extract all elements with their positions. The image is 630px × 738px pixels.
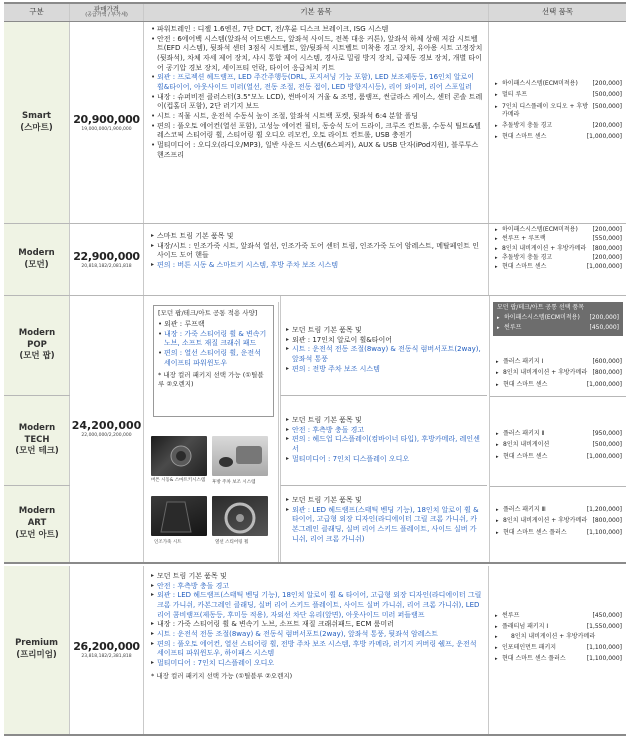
heated-wheel-image [212, 496, 268, 536]
trim-name-modern [4, 224, 70, 295]
option-item: ▸ 플러스 패키지 Ⅰ [600,000] [496, 358, 622, 366]
color-package-note: * 내장 컬러 패키지 선택 가능 (①틸블루 ②오렌지) [158, 371, 264, 389]
trim-row-smart [4, 22, 626, 224]
feature-item: ▸ 내장/시트 : 인조가죽 시트, 앞좌석 열선, 인조가죽 도어 센터 트림, 인조가죽 도어 암레스트, 메탈페인트 인사이드 도어 핸들 [151, 242, 483, 261]
image-caption: 열선 스티어링 휠 [215, 540, 249, 545]
trim-name-ko: (모던) [24, 259, 49, 270]
option-item: ▸ 8인치 내비게이션 + 후방카메라 [800,000] [496, 369, 622, 377]
price-value: 22,900,000 [73, 249, 140, 263]
feature-item: ▸ 편의 : 헤드업 디스플레이(컴바이너 타입), 후방카메라, 레인센서 [286, 435, 482, 454]
feature-item: • 안전 : 6에어백 시스템(앞좌석 어드밴스드, 앞좌석 사이드, 전복 대응 커튼), 앞좌석 하체 상해 저감 시트벨트(EFD 시스템), 뒷좌석 센터 3점식 시트벨트, 앞/뒷좌석 시트벨트 미착용 경고 장치, 유아용 시트 고정장치(뒷좌석), 차체 자세 제어 장치, 샤시 통합 제어 시스템, 경사로 밀림 방지 장치, 급제동 경보 장치, 개별 타이어 공기압 경보 장치, 세이프티 언락, 타이어 응급처치 키트 [151, 35, 483, 74]
option-item: ▸ 8인치 내비게이션 + 후방카메라 [800,000] [496, 517, 622, 525]
image-caption: 후방 주차 보조 시스템 [212, 480, 256, 485]
image-caption: 버튼 시동& 스마트키시스템 [151, 478, 206, 483]
trim-name-smart [4, 22, 70, 223]
common-spec-title: [모던 팝/테크/아트 공통 적용 사양] [158, 309, 258, 317]
options-pop [496, 358, 622, 392]
feature-item: ▸ 내장 : 가죽 스티어링 휠 & 변속기 노브, 소프트 재질 크래쉬패드, ECM 룸미러 [151, 620, 483, 630]
options-divider [490, 396, 626, 397]
feature-item: ▸ 안전 : 후측방 충돌 경고 [286, 426, 482, 436]
option-item: ▸ 현대 스마트 센스 플러스 [1,100,000] [495, 655, 622, 663]
option-item: ▸ 하이패스시스템(ECM미적용) [200,000] [495, 80, 622, 88]
trim-name-en: Smart [22, 110, 51, 121]
option-item: ▸ 멀티 루프 [500,000] [495, 91, 622, 99]
option-item: ▸ 하이패스시스템(ECM미적용) [200,000] [495, 226, 622, 234]
price-breakdown: 22,000,000/2,200,000 [81, 433, 132, 439]
price-breakdown: 23,818,182/2,381,818 [81, 654, 132, 660]
option-item: ▸ 썬루프 [450,000] [495, 612, 622, 620]
price-breakdown: 20,818,182/2,081,818 [81, 263, 132, 269]
trim-name-en: Modern POP [18, 327, 56, 350]
basic-items-premium [144, 566, 489, 734]
feature-item: ▸ 모던 트림 기본 품목 및 [286, 496, 482, 506]
trim-name-ko: (모던 팝) [19, 351, 55, 362]
header-price-line2: (공급가액 / 부가세) [85, 12, 128, 19]
basic-items-tech [280, 396, 487, 486]
options-smart [489, 22, 626, 223]
leather-seat-image [151, 496, 207, 536]
feature-item: ▸ 시트 : 운전석 전동 조절(8way) & 전동식 럼버서포트(2way), 앞좌석 통풍 [286, 345, 482, 364]
feature-item: • 파워트레인 : 디젤 1.6엔진, 7단 DCT, 전/후륜 디스크 브레이크, ISG 시스템 [151, 25, 483, 35]
option-item: ▸ 현대 스마트 센스 [1,000,000] [496, 381, 622, 389]
trim-row-premium [4, 566, 626, 736]
trim-price-modern-sub [70, 296, 144, 562]
option-item: ▸ 8인치 내비게이션 + 후방카메라 [495, 633, 622, 641]
option-item: ▸ 인포테인먼트 패키지 [1,100,000] [495, 644, 622, 652]
options-premium [489, 566, 626, 734]
header-trim: 구분 [4, 4, 70, 21]
options-modern [489, 224, 626, 295]
feature-item: • 외관 : 프로젝션 헤드램프, LED 주간주행등(DRL, 포지셔닝 기능 포함), LED 보조제동등, 16인치 알로이 휠&타이어, 아웃사이드 미러(열선, 전동 조절, 전동 접이, LED 방향지시등), 리어 와이퍼, 리어 스포일러 [151, 73, 483, 92]
option-item: ▸ 현대 스마트 센스 [1,000,000] [495, 263, 622, 271]
option-item: ▸ 7인치 디스플레이 오디오 + 후방카메라 [500,000] [495, 103, 622, 120]
price-value: 20,900,000 [73, 112, 140, 126]
option-item: ▸ 8인치 내비게이션 [500,000] [496, 441, 622, 449]
feature-item: ▸ 편의 : 전방 주차 보조 시스템 [286, 365, 482, 375]
color-package-note: * 내장 컬러 패키지 선택 가능 (①틸블루 ②오렌지) [151, 671, 293, 680]
trim-price-smart [70, 22, 144, 223]
feature-item: ▸ 멀티미디어 : 7인치 디스플레이 오디오 [151, 659, 483, 669]
basic-items-art [280, 486, 487, 562]
price-value: 24,200,000 [71, 419, 142, 433]
feature-item: ▸ 외관 : LED 헤드램프(스태틱 벤딩 기능), 18인치 알로이 휠 & 타이어, 고급형 외장 디자인(라디에이터 그릴 크롬 가니쉬, 카본그레인 클래딩, 실버 리어 스키드 플레이트, 사이드 실버 가니쉬, 리어 크롬 가니쉬) [286, 506, 482, 545]
option-item: ▸ 플러스 패키지 Ⅲ [1,200,000] [496, 506, 622, 514]
trim-price-premium [70, 566, 144, 734]
trim-row-modern [4, 224, 626, 296]
feature-item: • 멀티미디어 : 오디오(라디오/MP3), 일반 사운드 시스템(6스피커), AUX & USB 단자(iPod지원), 블루투스 핸즈프리 [151, 141, 483, 160]
option-item: ▸ 현대 스마트 센스 플러스 [1,100,000] [496, 529, 622, 537]
option-item: ▸ 추돌방지 충돌 경고 [200,000] [495, 122, 622, 130]
option-item: ▸ 썬루프 [450,000] [497, 324, 619, 332]
header-price-line1: 판매가격 [93, 4, 120, 13]
price-value: 26,200,000 [73, 640, 140, 654]
feature-item: ▸ 편의 : 버튼 시동 & 스마트키 시스템, 후방 주차 보조 시스템 [151, 261, 483, 271]
trim-name-art [4, 486, 70, 562]
option-item: ▸ 현대 스마트 센스 [1,000,000] [495, 133, 622, 141]
trim-name-en: Modern ART [18, 506, 56, 529]
options-art [496, 506, 622, 540]
feature-item: • 편의 : 풀오토 에어컨(열선 포함), 고성능 에어컨 필터, 동승석 도어 드라이, 크루즈 컨트롤, 수동식 틸트&텔레스코픽 스티어링 휠, 스티어링 휠 오디오 리모컨, 오토 라이트 컨트롤, USB 충전기 [151, 122, 483, 141]
option-item: ▸ 플래티넘 패키지 Ⅰ [1,550,000] [495, 623, 622, 631]
feature-item: ▸ 스마트 트림 기본 품목 및 [151, 232, 483, 242]
feature-item: • 외관 : 루프랙 [158, 320, 269, 330]
options-modern-sub [489, 296, 626, 562]
common-options-title: 모던 팝/테크/아트 공통 선택 품목 [497, 304, 585, 311]
feature-item: ▸ 편의 : 풀오토 에어컨, 열선 스티어링 휠, 전방 주차 보조 시스템, 후방 카메라, 러기지 커버링 쉘프, 운전석 세이프티 파워윈도우, 하이패스 시스템 [151, 640, 483, 659]
option-item: ▸ 추돌방지 충돌 경고 [200,000] [495, 254, 622, 262]
basic-items-modern [144, 224, 489, 295]
trim-name-tech [4, 396, 70, 486]
feature-item: • 내장 : 가죽 스티어링 휠 & 변속기 노브, 소프트 재질 크래쉬 패드 [158, 330, 269, 349]
option-item: ▸ 8인치 내비게이션 + 후방카메라 [800,000] [495, 245, 622, 253]
table-header [4, 2, 626, 22]
header-option: 선택 품목 [541, 7, 574, 17]
feature-item: ▸ 모던 트림 기본 품목 및 [286, 416, 482, 426]
feature-item: ▸ 시트 : 운전석 전동 조절(8way) & 전동식 럼버서포트(2way), 앞좌석 통풍, 뒷좌석 암레스트 [151, 630, 483, 640]
common-options-box [493, 302, 623, 336]
feature-item: ▸ 모던 트림 기본 품목 및 [286, 326, 482, 336]
trim-name-en: Premium [15, 638, 58, 649]
image-caption: 인조가죽 시트 [154, 540, 182, 545]
header-price [70, 4, 144, 21]
options-tech [496, 430, 622, 464]
trim-name-en: Modern [18, 247, 55, 258]
feature-item: ▸ 외관 : LED 헤드램프(스태틱 벤딩 기능), 18인치 알로이 휠 & 타이어, 고급형 외장 디자인(라디에이터 그릴 크롬 가니쉬, 카본그레인 클래딩, 실버 리어 스키드 플레이트, 사이드 실버 가니쉬, 리어 크롬 가니쉬), LED 리어 콤비램프(제동등, 후미등 적용), 자외선 차단 유리(앞면), 아웃사이드 미러 퍼들램프 [151, 591, 483, 620]
option-item: ▸ 썬루프 + 루프랙 [550,000] [495, 235, 622, 243]
trim-name-ko: (프리미엄) [16, 650, 57, 660]
option-item: ▸ 하이패스시스템(ECM미적용) [200,000] [497, 314, 619, 322]
feature-item: ▸ 안전 : 후측방 충돌 경고 [151, 582, 483, 592]
option-item: ▸ 플러스 패키지 Ⅱ [950,000] [496, 430, 622, 438]
trim-name-ko: (스마트) [20, 122, 53, 133]
options-divider [490, 486, 626, 487]
feature-item: • 시트 : 직물 시트, 운전석 수동식 높이 조절, 앞좌석 시트백 포켓, 뒷좌석 6:4 분할 폴딩 [151, 112, 483, 122]
trim-name-pop [4, 296, 70, 396]
feature-item: • 내장 : 슈퍼비전 클러스터(3.5"모노 LCD), 썬바이저 거울 & 조명, 룸램프, 썬글라스 케이스, 센터 콘솔 트레이(컵홀더 포함), 2단 러기지 보드 [151, 93, 483, 112]
trim-block-modern-sub [4, 296, 626, 564]
feature-item: ▸ 외관 : 17인치 알로이 휠&타이어 [286, 336, 482, 346]
feature-item: • 편의 : 열선 스티어링 휠, 운전석 세이프티 파워윈도우 [158, 349, 269, 368]
trim-name-premium [4, 566, 70, 734]
price-breakdown: 19,000,000/1,900,000 [81, 126, 132, 132]
smart-key-image [151, 436, 207, 476]
option-item: ▸ 현대 스마트 센스 [1,000,000] [496, 453, 622, 461]
feature-item: ▸ 멀티미디어 : 7인치 디스플레이 오디오 [286, 455, 482, 465]
basic-items-pop [280, 296, 487, 396]
trim-name-ko: (모던 아트) [15, 529, 59, 540]
parking-assist-image [212, 436, 268, 476]
feature-item: ▸ 모던 트림 기본 품목 및 [151, 572, 483, 582]
trim-price-modern [70, 224, 144, 295]
trim-name-en: Modern TECH [18, 422, 56, 445]
header-basic: 기본 품목 [144, 4, 489, 21]
trim-name-ko: (모던 테크) [15, 446, 59, 457]
basic-items-smart [144, 22, 489, 223]
